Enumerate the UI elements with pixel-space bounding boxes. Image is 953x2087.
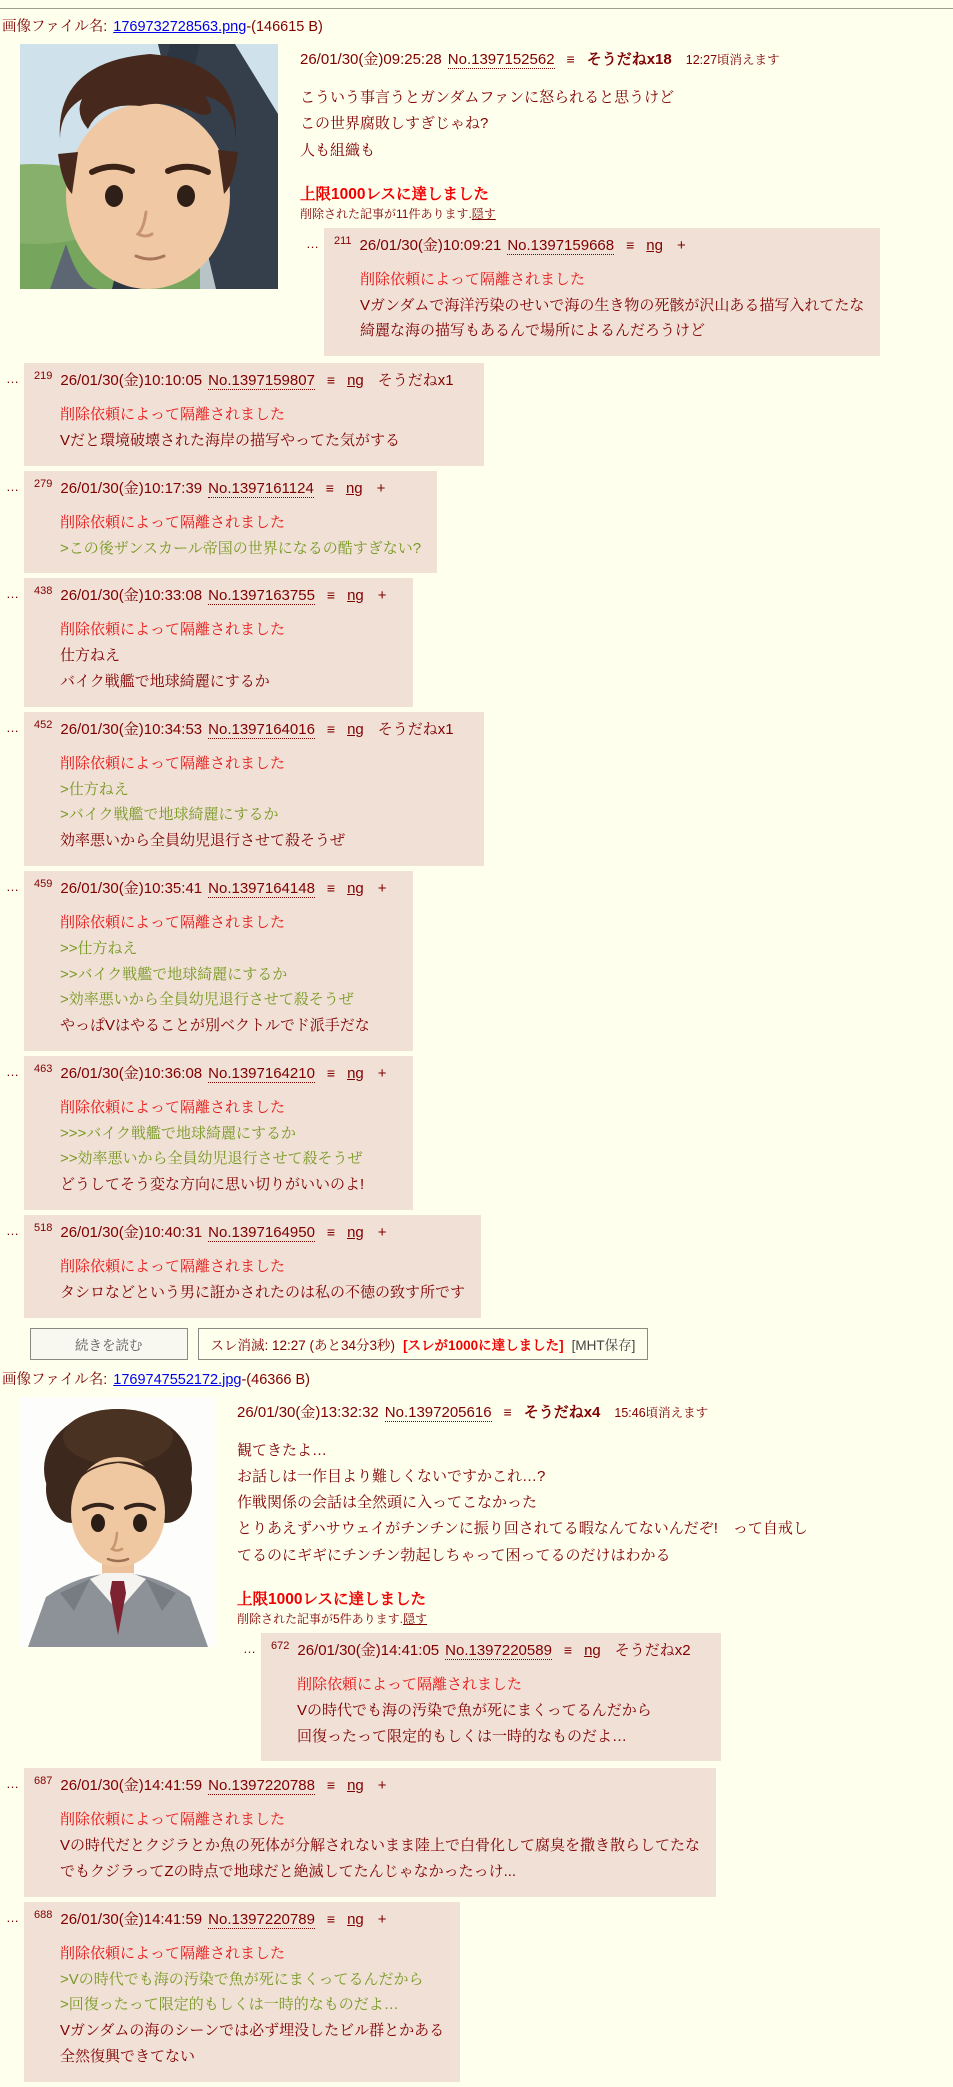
reply-date: 26/01/30(金)10:33:08: [60, 587, 203, 605]
quote-line: >この後ザンスカール帝国の世界になるの酷すぎない?: [60, 539, 422, 557]
reply-box: [24, 871, 413, 1051]
sodane-plus-button[interactable]: +: [377, 879, 387, 897]
sodane-plus-button[interactable]: +: [377, 1064, 387, 1082]
ng-link[interactable]: ng: [646, 236, 663, 254]
reply-truncation-marker: …: [243, 1640, 256, 1656]
isolation-notice-line: 削除依頼によって隔離されました: [60, 621, 286, 639]
thread-expire-box: [198, 1328, 649, 1360]
post-menu-icon[interactable]: ≡: [563, 1641, 573, 1658]
op-text-line: 作戦関係の会話は全然頭に入ってこなかった: [237, 1494, 538, 1512]
reply-post: [243, 1633, 953, 1761]
hide-link[interactable]: 隠す: [471, 206, 496, 221]
op-text-line: とりあえずハサウェイがチンチンに振り回されてる暇なんてないんだぞ! って自戒し: [237, 1520, 808, 1538]
deleted-notice: [300, 205, 953, 222]
sodane-plus-button[interactable]: +: [377, 1910, 387, 1928]
isolation-notice-line: 削除依頼によって隔離されました: [60, 406, 286, 424]
reply-truncation-marker: …: [6, 719, 19, 735]
ng-link[interactable]: ng: [347, 1064, 364, 1082]
quote-line: >Vの時代でも海の汚染で魚が死にまくってるんだから: [60, 1970, 424, 1988]
reply-number: 459: [34, 877, 53, 890]
reply-number: 279: [34, 477, 53, 490]
reply-truncation-marker: …: [6, 878, 19, 894]
reply-text-line: 回復ったって限定的もしくは一時的なものだよ…: [297, 1727, 628, 1745]
thread-footer: [30, 1328, 953, 1360]
reply-number: 452: [34, 718, 53, 731]
reply-number: 438: [34, 585, 53, 598]
first-reply-slot: [300, 228, 953, 356]
reply-post: [6, 1768, 953, 1896]
file-name-link[interactable]: 1769747552172.jpg: [113, 1371, 242, 1388]
reply-header: [34, 369, 468, 390]
reply-box: [324, 228, 880, 356]
reply-text-line: タシロなどという男に誑かされたのは私の不徳の致す所です: [60, 1283, 466, 1301]
post-menu-icon[interactable]: ≡: [566, 51, 575, 67]
reply-no-link[interactable]: No.1397163755: [208, 587, 315, 605]
reply-number: 672: [271, 1639, 290, 1652]
read-more-button[interactable]: 続きを読む: [30, 1328, 188, 1360]
op-body: [300, 85, 953, 164]
thread: [0, 15, 953, 1360]
post-menu-icon[interactable]: ≡: [325, 479, 334, 496]
reply-header: [34, 718, 468, 739]
reply-body: [60, 1254, 465, 1306]
isolation-notice-line: 削除依頼によって隔離されました: [60, 1098, 286, 1116]
op-no-link[interactable]: No.1397205616: [384, 1403, 492, 1421]
reply-text-line: 綺麗な海の描写もあるんで場所によるんだろうけど: [360, 322, 706, 340]
limit-notice: 上限1000レスに達しました: [300, 185, 490, 203]
op-text-line: てるのにギギにチンチン勃起しちゃって困ってるのだけはわかる: [237, 1546, 671, 1564]
thread-list: [0, 15, 953, 2082]
reply-header: [34, 584, 397, 605]
reply-post: [6, 712, 953, 866]
post-menu-icon[interactable]: ≡: [326, 587, 336, 604]
post-menu-icon[interactable]: ≡: [326, 720, 336, 737]
anime-man-suit-image: [20, 1397, 215, 1647]
reply-no-link[interactable]: No.1397220788: [208, 1777, 315, 1795]
reply-date: 26/01/30(金)10:40:31: [60, 1224, 203, 1242]
reply-truncation-marker: …: [6, 1776, 19, 1792]
quote-line: >バイク戦艦で地球綺麗にするか: [60, 806, 279, 824]
reply-truncation-marker: …: [6, 1063, 19, 1079]
reply-box: [24, 578, 413, 706]
reply-number: 219: [34, 370, 53, 383]
ng-link[interactable]: ng: [345, 479, 363, 497]
file-info: [2, 15, 953, 36]
reply-number: 688: [34, 1908, 53, 1921]
file-size: -(46366 B): [241, 1371, 310, 1388]
reply-box: [24, 1768, 716, 1896]
reply-header: [34, 1774, 700, 1795]
replies: [0, 1768, 953, 2081]
op-text-line: 観てきたよ…: [237, 1441, 328, 1459]
sodane-plus-button[interactable]: +: [377, 1224, 387, 1242]
quote-line: >>仕方ねえ: [60, 939, 138, 957]
op-text-line: こういう事言うとガンダムファンに怒られると思うけど: [300, 89, 675, 106]
reply-date: 26/01/30(金)14:41:05: [297, 1641, 440, 1659]
reply-truncation-marker: …: [6, 586, 19, 602]
op-no-link[interactable]: No.1397152562: [447, 51, 555, 68]
reply-text-line: Vガンダムの海のシーンでは必ず埋没したビル群とかある: [60, 2022, 445, 2040]
ng-link[interactable]: ng: [584, 1641, 601, 1659]
reply-header: [34, 1908, 444, 1929]
op-text-line: お話しは一作目より難しくないですかこれ…?: [237, 1467, 546, 1485]
ng-link[interactable]: ng: [347, 879, 364, 897]
reply-text-line: やっぱVはやることが別ベクトルでド派手だな: [60, 1017, 370, 1035]
reply-no-link[interactable]: No.1397161124: [208, 479, 314, 497]
file-label: 画像ファイル名:: [2, 19, 108, 35]
reply-no-link[interactable]: No.1397220589: [445, 1641, 552, 1659]
reply-no-link[interactable]: No.1397164950: [208, 1224, 315, 1242]
reply-text-line: でもクジラってZの時点で地球だと絶滅してたんじゃなかったっけ...: [60, 1862, 517, 1880]
isolation-notice-line: 削除依頼によって隔離されました: [360, 270, 586, 288]
isolation-notice-line: 削除依頼によって隔離されました: [60, 1811, 286, 1829]
isolation-notice-line: 削除依頼によって隔離されました: [297, 1675, 523, 1693]
reply-box: [24, 1902, 460, 2082]
post-menu-icon[interactable]: ≡: [326, 1910, 336, 1927]
post-menu-icon[interactable]: ≡: [326, 1224, 336, 1241]
op-content: [300, 38, 953, 361]
reply-body: [60, 1095, 397, 1198]
op-date: 26/01/30(金)09:25:28: [300, 51, 442, 68]
reply-header: [34, 877, 397, 898]
reply-number: 518: [34, 1222, 53, 1235]
reply-post: [6, 1215, 953, 1318]
isolation-notice-line: 削除依頼によって隔離されました: [60, 513, 286, 531]
reply-box: [261, 1633, 721, 1761]
reply-text-line: Vの時代でも海の汚染で魚が死にまくってるんだから: [297, 1701, 652, 1719]
op-content: [237, 1391, 953, 1767]
ng-link[interactable]: ng: [347, 720, 364, 738]
reply-number: 463: [34, 1062, 53, 1075]
isolation-notice-line: 削除依頼によって隔離されました: [60, 1944, 286, 1962]
op-text-line: この世界腐敗しすぎじゃね?: [300, 115, 489, 133]
reply-no-link[interactable]: No.1397164016: [208, 720, 315, 738]
thread: [0, 1368, 953, 2082]
replies: [0, 363, 953, 1318]
reply-truncation-marker: …: [306, 235, 319, 251]
deleted-count-text: 削除された記事が5件あります.: [237, 1611, 404, 1626]
thread-image-link[interactable]: [20, 1397, 215, 1647]
reply-post: [6, 578, 953, 706]
thread-limit-badge: [スレが1000に達しました]: [403, 1337, 564, 1353]
reply-text-line: 効率悪いから全員幼児退行させて殺そうぜ: [60, 832, 346, 850]
reply-body: [60, 910, 397, 1039]
quote-line: >回復ったって限定的もしくは一時的なものだよ…: [60, 1996, 399, 2014]
reply-header: [34, 1062, 397, 1083]
reply-truncation-marker: …: [6, 1909, 19, 1925]
reply-truncation-marker: …: [6, 1223, 19, 1239]
file-size: -(146615 B): [246, 19, 323, 35]
sodane-count[interactable]: そうだねx1: [377, 720, 454, 738]
reply-body: [297, 1672, 705, 1749]
sodane-plus-button[interactable]: +: [376, 479, 386, 497]
reply-text-line: 全然復興できてない: [60, 2047, 196, 2065]
reply-post: [6, 471, 953, 574]
post-menu-icon[interactable]: ≡: [326, 879, 336, 896]
op-header: [237, 1401, 953, 1422]
reply-header: [334, 234, 864, 255]
hide-link[interactable]: 隠す: [403, 1611, 428, 1626]
reply-body: [360, 267, 864, 344]
reply-truncation-marker: …: [6, 371, 19, 387]
ng-link[interactable]: ng: [347, 1224, 364, 1242]
thread-image[interactable]: [20, 276, 278, 293]
reply-header: [34, 1221, 465, 1242]
reply-text-line: Vガンダムで海洋汚染のせいで海の生き物の死骸が沢山ある描写入れてたな: [360, 296, 865, 314]
reply-body: [60, 1941, 444, 2070]
quote-line: >仕方ねえ: [60, 780, 129, 798]
limit-notice: 上限1000レスに達しました: [237, 1590, 427, 1608]
reply-no-link[interactable]: No.1397164210: [208, 1064, 315, 1082]
isolation-notice-line: 削除依頼によって隔離されました: [60, 913, 286, 931]
post-menu-icon[interactable]: ≡: [326, 372, 336, 389]
reply-post: [6, 1056, 953, 1210]
op-body: [237, 1438, 953, 1569]
ng-link[interactable]: ng: [347, 1777, 364, 1795]
thread-image[interactable]: [20, 1634, 215, 1651]
deleted-count-text: 削除された記事が11件あります.: [300, 206, 472, 221]
thread-expire-text: スレ消滅: 12:27 (あと34分3秒): [210, 1337, 396, 1353]
reply-body: [60, 751, 468, 854]
reply-text-line: Vだと環境破壊された海岸の描写やってた気がする: [60, 431, 401, 449]
quote-line: >効率悪いから全員幼児退行させて殺そうぜ: [60, 991, 354, 1009]
reply-box: [24, 1215, 481, 1318]
reply-date: 26/01/30(金)10:17:39: [60, 479, 203, 497]
reply-box: [24, 363, 484, 466]
reply-date: 26/01/30(金)14:41:59: [60, 1777, 203, 1795]
reply-text-line: バイク戦艦で地球綺麗にするか: [60, 672, 270, 690]
op-post: [0, 38, 953, 361]
op-text-line: 人も組織も: [300, 141, 376, 159]
reply-post: [306, 228, 953, 356]
reply-number: 211: [334, 234, 352, 247]
reply-text-line: 仕方ねえ: [60, 647, 121, 665]
reply-no-link[interactable]: No.1397159668: [507, 236, 615, 254]
reply-body: [60, 1807, 700, 1884]
op-post: [0, 1391, 953, 1767]
file-name-link[interactable]: 1769732728563.png: [113, 19, 247, 35]
quote-line: >>効率悪いから全員幼児退行させて殺そうぜ: [60, 1150, 363, 1168]
reply-body: [60, 402, 468, 454]
reply-body: [60, 617, 397, 694]
post-menu-icon[interactable]: ≡: [503, 1403, 512, 1420]
reply-post: [6, 871, 953, 1051]
reply-header: [34, 477, 421, 498]
reply-box: [24, 1056, 413, 1210]
reply-no-link[interactable]: No.1397159807: [208, 372, 315, 390]
reply-number: 687: [34, 1775, 53, 1788]
page-top-divider: [0, 8, 953, 9]
isolation-notice-line: 削除依頼によって隔離されました: [60, 754, 286, 772]
first-reply-slot: [237, 1633, 953, 1761]
reply-box: [24, 712, 484, 866]
ng-link[interactable]: ng: [347, 587, 364, 605]
reply-body: [60, 510, 421, 562]
expire-time: 15:46頃消えます: [614, 1405, 709, 1420]
mht-save-link[interactable]: [MHT保存]: [571, 1337, 636, 1353]
reply-date: 26/01/30(金)10:09:21: [359, 236, 502, 254]
expire-time: 12:27頃消えます: [685, 53, 780, 67]
reply-text-line: Vの時代だとクジラとか魚の死体が分解されないまま陸上で白骨化して腐臭を撒き散らしてたな: [60, 1837, 701, 1855]
ng-link[interactable]: ng: [347, 1910, 364, 1928]
sodane-count[interactable]: そうだねx2: [614, 1641, 691, 1659]
anime-boy-field-image: [20, 44, 278, 289]
sodane-plus-button[interactable]: +: [377, 1777, 387, 1795]
reply-header: [271, 1639, 705, 1660]
post-menu-icon[interactable]: ≡: [626, 236, 635, 253]
file-info: [2, 1368, 953, 1389]
reply-box: [24, 471, 437, 574]
reply-post: [6, 1902, 953, 2082]
reply-text-line: どうしてそう変な方向に思い切りがいいのよ!: [60, 1176, 365, 1194]
reply-date: 26/01/30(金)10:10:05: [60, 372, 203, 390]
deleted-notice: [237, 1610, 953, 1627]
quote-line: >>バイク戦艦で地球綺麗にするか: [60, 965, 288, 983]
sodane-plus-button[interactable]: +: [676, 236, 686, 254]
sodane-count[interactable]: そうだねx1: [377, 372, 454, 390]
op-date: 26/01/30(金)13:32:32: [237, 1403, 379, 1421]
reply-post: [6, 363, 953, 466]
isolation-notice-line: 削除依頼によって隔離されました: [60, 1258, 286, 1276]
reply-truncation-marker: …: [6, 478, 19, 494]
file-label: 画像ファイル名:: [2, 1371, 108, 1388]
reply-date: 26/01/30(金)10:36:08: [60, 1064, 203, 1082]
reply-date: 26/01/30(金)14:41:59: [60, 1910, 203, 1928]
reply-date: 26/01/30(金)10:35:41: [60, 879, 203, 897]
reply-no-link[interactable]: No.1397220789: [208, 1910, 315, 1928]
post-menu-icon[interactable]: ≡: [326, 1777, 336, 1794]
reply-date: 26/01/30(金)10:34:53: [60, 720, 203, 738]
sodane-plus-button[interactable]: +: [377, 587, 387, 605]
thread-image-link[interactable]: [20, 44, 278, 289]
quote-line: >>>バイク戦艦で地球綺麗にするか: [60, 1124, 296, 1142]
reply-no-link[interactable]: No.1397164148: [208, 879, 315, 897]
op-header: [300, 48, 953, 69]
sodane-count[interactable]: そうだねx18: [586, 51, 672, 68]
sodane-count[interactable]: そうだねx4: [523, 1403, 601, 1421]
post-menu-icon[interactable]: ≡: [326, 1064, 336, 1081]
ng-link[interactable]: ng: [347, 372, 364, 390]
